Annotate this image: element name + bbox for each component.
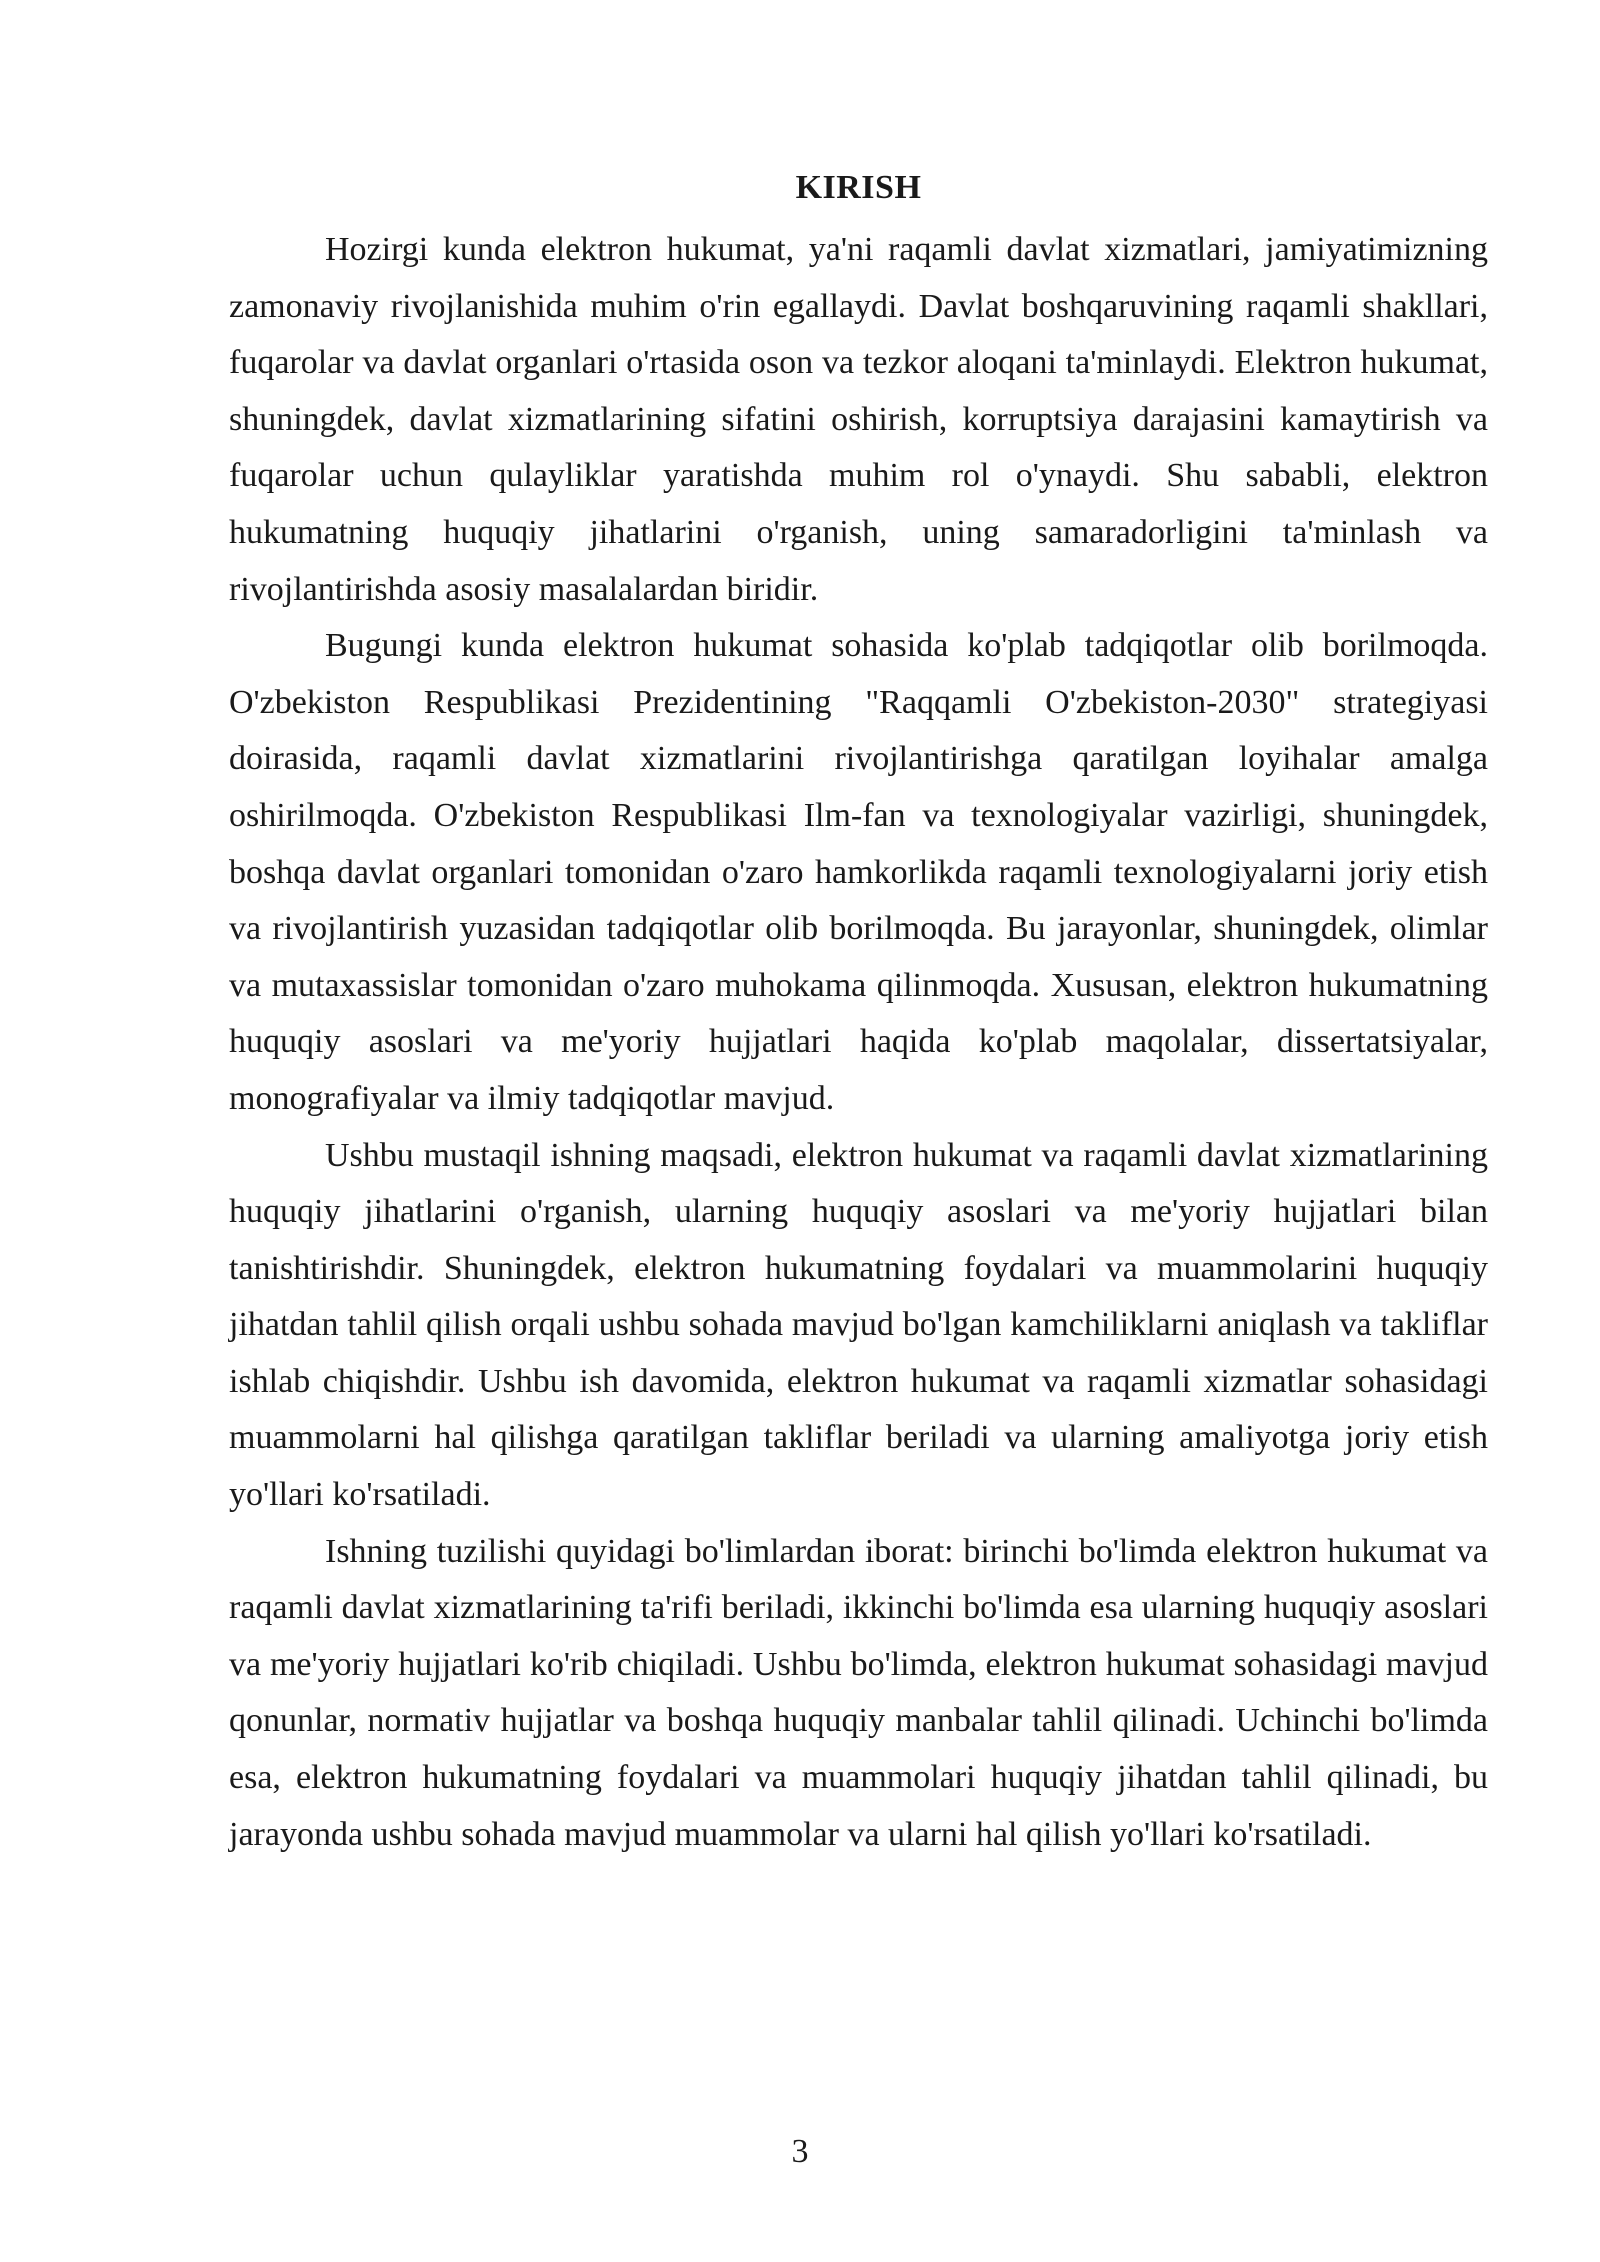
paragraph-4: Ishning tuzilishi quyidagi bo'limlardan iborat: birinchi bo'limda elektron hukumat va raqamli davlat xizmatlarining ta'rifi beriladi, ikkinchi bo'limda esa ularning huquqiy asoslari va me'yoriy hujjatlari ko'rib chiqiladi. Ushbu bo'limda, elektron hukumat sohasidagi mavjud qonunlar, normativ hujjatlar va boshqa huquqiy manbalar tahlil qilinadi. Uchinchi bo'limda esa, elektron hukumatning foydalari va muammolari huquqiy jihatdan tahlil qilinadi, bu jarayonda ushbu sohada mavjud muammolar va ularni hal qilish yo'llari ko'rsatiladi. bbox=[229, 1532, 1488, 1853]
paragraph-3: Ushbu mustaqil ishning maqsadi, elektron hukumat va raqamli davlat xizmatlarining huquqiy jihatlarini o'rganish, ularning huquqiy asoslari va me'yoriy hujjatlari bilan tanishtirishdir. Shuningdek, elektron hukumatning foydalari va muammolarini huquqiy jihatdan tahlil qilish orqali ushbu sohada mavjud bo'lgan kamchiliklarni aniqlash va takliflar ishlab chiqishdir. Ushbu ish davomida, elektron hukumat va raqamli xizmatlar sohasidagi muammolarni hal qilishga qaratilgan takliflar beriladi va ularning amaliyotga joriy etish yo'llari ko'rsatiladi. bbox=[229, 1136, 1488, 1514]
page-number: 3 bbox=[791, 2133, 809, 2170]
paragraph-2: Bugungi kunda elektron hukumat sohasida ko'plab tadqiqotlar olib borilmoqda. O'zbekiston Respublikasi Prezidentining "Raqqamli O'zbekiston-2030" strategiyasi doirasida, raqamli davlat xizmatlarini rivojlantirishga qaratilgan loyihalar amalga oshirilmoqda. O'zbekiston Respublikasi Ilm-fan va texnologiyalar vazirligi, shuningdek, boshqa davlat organlari tomonidan o'zaro hamkorlikda raqamli texnologiyalarni joriy etish va rivojlantirish yuzasidan tadqiqotlar olib borilmoqda. Bu jarayonlar, shuningdek, olimlar va mutaxassislar tomonidan o'zaro muhokama qilinmoqda. Xususan, elektron hukumatning huquqiy asoslari va me'yoriy hujjatlari haqida ko'plab maqolalar, dissertatsiyalar, monografiyalar va ilmiy tadqiqotlar mavjud. bbox=[229, 627, 1488, 1117]
page-content bbox=[229, 160, 1488, 1863]
section-title: KIRISH bbox=[795, 169, 922, 206]
paragraph-1: Hozirgi kunda elektron hukumat, ya'ni raqamli davlat xizmatlari, jamiyatimizning zamonaviy rivojlanishida muhim o'rin egallaydi. Davlat boshqaruvining raqamli shakllari, fuqarolar va davlat organlari o'rtasida oson va tezkor aloqani ta'minlaydi. Elektron hukumat, shuningdek, davlat xizmatlarining sifatini oshirish, korruptsiya darajasini kamaytirish va fuqarolar uchun qulayliklar yaratishda muhim rol o'ynaydi. Shu sababli, elektron hukumatning huquqiy jihatlarini o'rganish, uning samaradorligini ta'minlash va rivojlantirishda asosiy masalalardan biridir. bbox=[229, 231, 1488, 608]
